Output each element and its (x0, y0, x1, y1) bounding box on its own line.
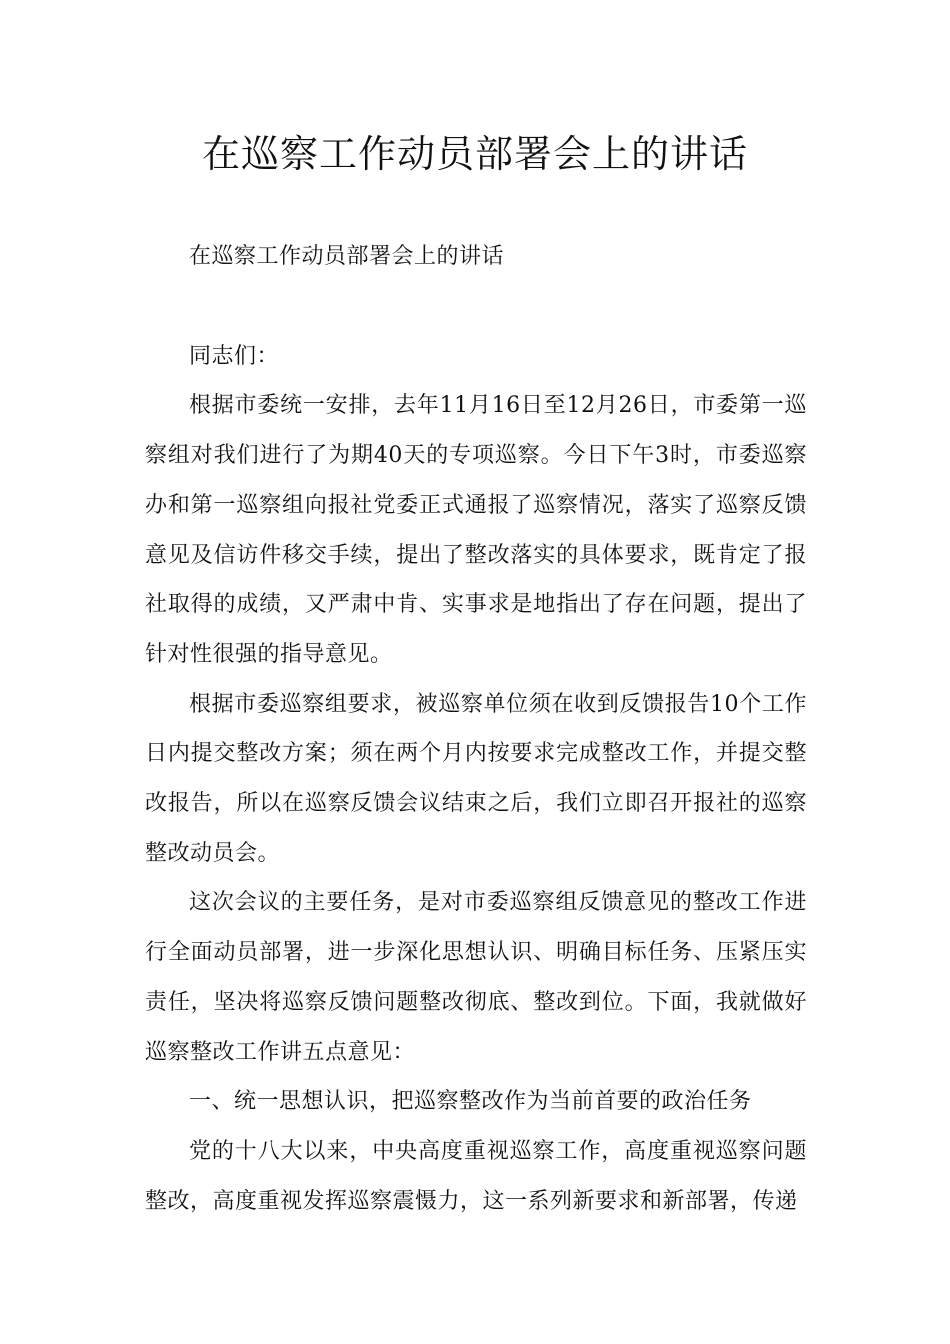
document-subtitle: 在巡察工作动员部署会上的讲话 (189, 244, 505, 269)
paragraph-2: 根据市委巡察组要求，被巡察单位须在收到反馈报告10个工作日内提交整改方案；须在两个月内按要求完成整改工作，并提交整改报告，所以在巡察反馈会议结束之后，我们立即召开报社的巡察整改动员会。 (145, 691, 807, 866)
salutation: 同志们： (189, 343, 280, 369)
paragraph-4: 党的十八大以来，中央高度重视巡察工作，高度重视巡察问题整改，高度重视发挥巡察震慑力，这一系列新要求和新部署，传递 (145, 1138, 807, 1214)
document-title: 在巡察工作动员部署会上的讲话 (201, 132, 748, 176)
section-heading-1: 一、统一思想认识，把巡察整改作为当前首要的政治任务 (189, 1089, 752, 1115)
paragraph-1: 根据市委统一安排，去年11月16日至12月26日，市委第一巡察组对我们进行了为期40天的专项巡察。今日下午3时，市委巡察办和第一巡察组向报社党委正式通报了巡察情况，落实了巡察反馈意见及信访件移交手续，提出了整改落实的具体要求，既肯定了报社取得的成绩，又严肃中肯、实事求是地指出了存在问题，提出了针对性很强的指导意见。 (145, 393, 807, 667)
document-body (145, 232, 807, 1226)
paragraph-3: 这次会议的主要任务，是对市委巡察组反馈意见的整改工作进行全面动员部署，进一步深化思想认识、明确目标任务、压紧压实责任，坚决将巡察反馈问题整改彻底、整改到位。下面，我就做好巡察整改工作讲五点意见： (145, 890, 807, 1065)
